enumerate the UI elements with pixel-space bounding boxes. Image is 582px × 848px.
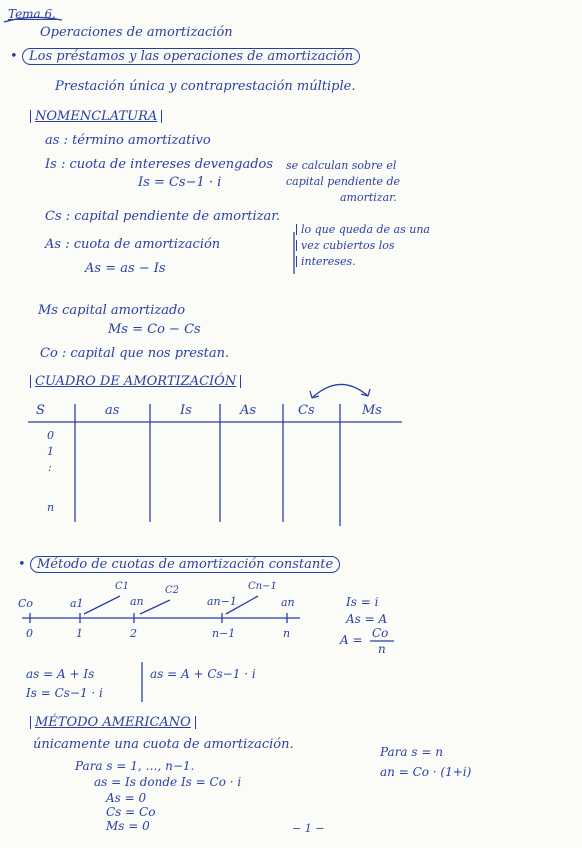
col-header-As: As bbox=[240, 403, 257, 418]
formula-is-prev: Is = Cs−1 · i bbox=[26, 686, 103, 700]
page-number: − 1 − bbox=[292, 822, 325, 835]
line-label-an: an bbox=[130, 595, 144, 608]
def-is: Is : cuota de intereses devengados bbox=[45, 157, 274, 172]
col-header-Ms: Ms bbox=[362, 403, 382, 418]
swap-arc-arrow bbox=[312, 384, 368, 398]
tick-n1: n−1 bbox=[212, 627, 236, 640]
heading-metodo-constante: Método de cuotas de amortización constante bbox=[30, 556, 340, 573]
formula-is: Is = Cs−1 · i bbox=[138, 175, 222, 190]
tick-0: 0 bbox=[26, 627, 33, 640]
note-As-3: intereses. bbox=[296, 256, 356, 267]
americano-line-2: Para s = 1, …, n−1. bbox=[75, 759, 195, 773]
note-As-1: lo que queda de as una bbox=[296, 224, 430, 235]
title-operaciones: Operaciones de amortización bbox=[40, 25, 233, 40]
heading-metodo-americano: MÉTODO AMERICANO bbox=[30, 716, 196, 729]
top-label-c2: C2 bbox=[165, 585, 180, 596]
tema-underline-stroke bbox=[4, 17, 62, 22]
top-label-cn1: Cn−1 bbox=[248, 581, 277, 592]
americano-line-3: as = Is donde Is = Co · i bbox=[94, 775, 242, 789]
note-As-2: vez cubiertos los bbox=[296, 240, 395, 251]
note-is-2: capital pendiente de bbox=[286, 175, 401, 188]
row-label-0: 0 bbox=[47, 429, 54, 442]
formula-as-expanded: as = A + Cs−1 · i bbox=[150, 667, 256, 681]
heading-nomenclatura: NOMENCLATURA bbox=[30, 110, 162, 123]
americano-right-2: an = Co · (1+i) bbox=[380, 765, 472, 779]
americano-line-4: As = 0 bbox=[106, 791, 147, 805]
row-label-n: n bbox=[47, 501, 55, 514]
line-label-co: Co bbox=[18, 597, 34, 610]
line-label-an-last: an bbox=[281, 596, 295, 609]
heading-cuadro: CUADRO DE AMORTIZACIÓN bbox=[30, 375, 241, 388]
note-is-3: amortizar. bbox=[340, 191, 397, 204]
line-label-an1: an−1 bbox=[207, 595, 237, 608]
rule-As: As = A bbox=[346, 612, 388, 626]
row-label-1: 1 bbox=[47, 445, 54, 458]
americano-line-6: Ms = 0 bbox=[106, 819, 150, 833]
def-cs: Cs : capital pendiente de amortizar. bbox=[45, 209, 281, 224]
tick-n: n bbox=[283, 627, 291, 640]
bullet-icon: • bbox=[10, 49, 18, 64]
americano-line-5: Cs = Co bbox=[106, 805, 156, 819]
row-label-dots: : bbox=[48, 461, 52, 474]
swap-arrowhead-right bbox=[361, 389, 370, 396]
arrow-c2 bbox=[140, 600, 170, 614]
col-header-Is: Is bbox=[180, 403, 192, 418]
arrow-c1 bbox=[84, 596, 120, 614]
formula-as-sum: as = A + Is bbox=[26, 667, 95, 681]
rule-A-numerator: Co bbox=[372, 626, 389, 640]
arrow-cn1 bbox=[226, 596, 258, 614]
americano-line-1: únicamente una cuota de amortización. bbox=[33, 737, 294, 752]
rule-is: Is = i bbox=[346, 595, 379, 609]
line-label-a1: a1 bbox=[70, 597, 84, 610]
bullet-icon: • bbox=[18, 557, 26, 572]
col-header-as: as bbox=[105, 403, 120, 418]
rule-A-denominator: n bbox=[378, 642, 386, 656]
note-is-1: se calculan sobre el bbox=[286, 159, 397, 172]
americano-right-1: Para s = n bbox=[380, 745, 443, 759]
col-header-s: S bbox=[36, 403, 45, 418]
formula-ms: Ms = Co − Cs bbox=[108, 322, 201, 337]
tick-1: 1 bbox=[76, 627, 83, 640]
title-prestamos-box: Los préstamos y las operaciones de amortización bbox=[22, 48, 360, 65]
def-ms: Ms capital amortizado bbox=[38, 303, 186, 318]
def-as: as : término amortizativo bbox=[45, 133, 211, 148]
tema-label: Tema 6. bbox=[8, 7, 56, 21]
def-As: As : cuota de amortización bbox=[45, 237, 221, 252]
def-co: Co : capital que nos prestan. bbox=[40, 346, 230, 361]
formula-As: As = as − Is bbox=[85, 261, 166, 276]
tick-2: 2 bbox=[130, 627, 137, 640]
top-label-c1: C1 bbox=[115, 581, 130, 592]
swap-arrowhead-left bbox=[310, 391, 319, 398]
col-header-Cs: Cs bbox=[298, 403, 315, 418]
subtitle-prestacion: Prestación única y contraprestación múltiple. bbox=[55, 79, 356, 94]
rule-A: A = bbox=[340, 633, 363, 647]
